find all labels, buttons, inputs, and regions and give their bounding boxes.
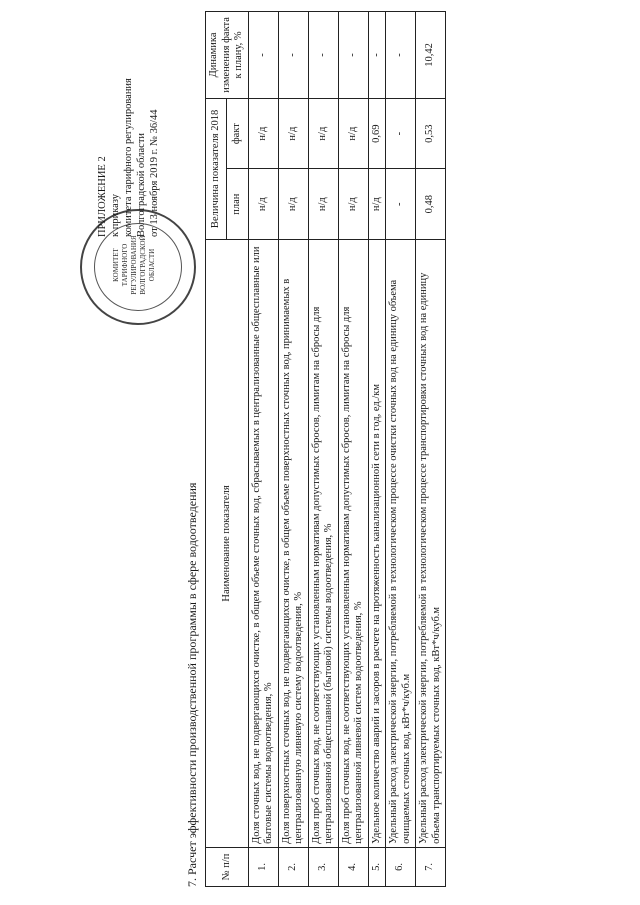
- row-fact: н/д: [248, 98, 278, 169]
- appendix-header: [96, 7, 161, 237]
- row-num: 1.: [248, 847, 278, 886]
- row-fact: н/д: [338, 98, 368, 169]
- section-title: 7. Расчет эффективности производственной программы в сфере водоотведения: [185, 482, 199, 887]
- row-dynamics: 10,42: [416, 12, 446, 99]
- row-fact: н/д: [308, 98, 338, 169]
- row-plan: н/д: [278, 169, 308, 240]
- row-plan: н/д: [368, 169, 386, 240]
- row-dynamics: -: [338, 12, 368, 99]
- seal-line: ОБЛАСТИ: [148, 248, 156, 282]
- row-plan: -: [386, 169, 416, 240]
- table-row: [278, 12, 308, 887]
- row-dynamics: -: [368, 12, 386, 99]
- row-fact: н/д: [278, 98, 308, 169]
- table-row: [308, 12, 338, 887]
- row-num: 6.: [386, 847, 416, 886]
- appendix-line: Волгоградской области: [136, 132, 147, 237]
- row-dynamics: -: [386, 12, 416, 99]
- row-plan: н/д: [248, 169, 278, 240]
- row-fact: 0,69: [368, 98, 386, 169]
- col-header-name: Наименование показателя: [206, 239, 249, 847]
- row-name: Доля проб сточных вод, не соответствующих установленным нормативам допустимых сбросов, лимитам на сбросы для централизованной общесплавной (бытовой) системы водоотведения, %: [308, 239, 338, 847]
- row-dynamics: -: [308, 12, 338, 99]
- appendix-line: к приказу: [110, 194, 121, 237]
- row-dynamics: -: [278, 12, 308, 99]
- row-name: Удельное количество аварий и засоров в расчете на протяженность канализационной сети в год, ед./км: [368, 239, 386, 847]
- table-row: [338, 12, 368, 887]
- table-row: [416, 12, 446, 887]
- row-plan: 0,48: [416, 169, 446, 240]
- row-name: Доля сточных вод, не подвергающихся очистке, в общем объеме сточных вод, сбрасываемых в централизованные общесплавные или бытовые системы водоотведения, %: [248, 239, 278, 847]
- row-fact: -: [386, 98, 416, 169]
- col-header-num: № п/п: [206, 847, 249, 886]
- row-name: Доля проб сточных вод, не соответствующих установленным нормативам допустимых сбросов, лимитам на сбросы для централизованной ливневой систем водоотведения, %: [338, 239, 368, 847]
- table-header-row: [206, 12, 227, 887]
- row-plan: н/д: [308, 169, 338, 240]
- col-header-value-group: Величина показателя 2018: [206, 98, 227, 239]
- row-num: 7.: [416, 847, 446, 886]
- row-dynamics: -: [248, 12, 278, 99]
- row-num: 3.: [308, 847, 338, 886]
- col-header-plan: план: [227, 169, 248, 240]
- col-header-dynamics: Динамика изменения факта к плану, %: [206, 12, 249, 99]
- table-row: [368, 12, 386, 887]
- row-fact: 0,53: [416, 98, 446, 169]
- appendix-date: от 13 ноября 2019 г. № 36/44: [149, 109, 160, 237]
- seal-text: [112, 225, 157, 305]
- seal-line: ТАРИФНОГО: [121, 243, 129, 287]
- table-row: [386, 12, 416, 887]
- row-name: Доля поверхностных сточных вод, не подвергающихся очистке, в общем объеме поверхностных сточных вод, принимаемых в централизованную ливневую систему водоотведения, %: [278, 239, 308, 847]
- appendix-line: комитета тарифного регулирования: [123, 78, 134, 237]
- seal-line: ВОЛГОГРАДСКОЙ: [139, 235, 147, 295]
- row-name: Удельный расход электрической энергии, потребляемой в технологическом процессе очистки сточных вод на единицу объема очищаемых сточных вод, кВт*ч/куб.м: [386, 239, 416, 847]
- col-header-fact: факт: [227, 98, 248, 169]
- row-num: 5.: [368, 847, 386, 886]
- row-num: 2.: [278, 847, 308, 886]
- seal-line: КОМИТЕТ: [112, 248, 120, 282]
- row-num: 4.: [338, 847, 368, 886]
- seal-line: РЕГУЛИРОВАНИЯ: [130, 235, 138, 295]
- row-name: Удельный расход электрической энергии, потребляемой в технологическом процессе транспортировки сточных вод на единицу объема транспортируемых сточных вод, кВт*ч/куб.м: [416, 239, 446, 847]
- table-row: [248, 12, 278, 887]
- row-plan: н/д: [338, 169, 368, 240]
- appendix-label: ПРИЛОЖЕНИЕ 2: [97, 156, 108, 237]
- efficiency-table: [205, 11, 446, 887]
